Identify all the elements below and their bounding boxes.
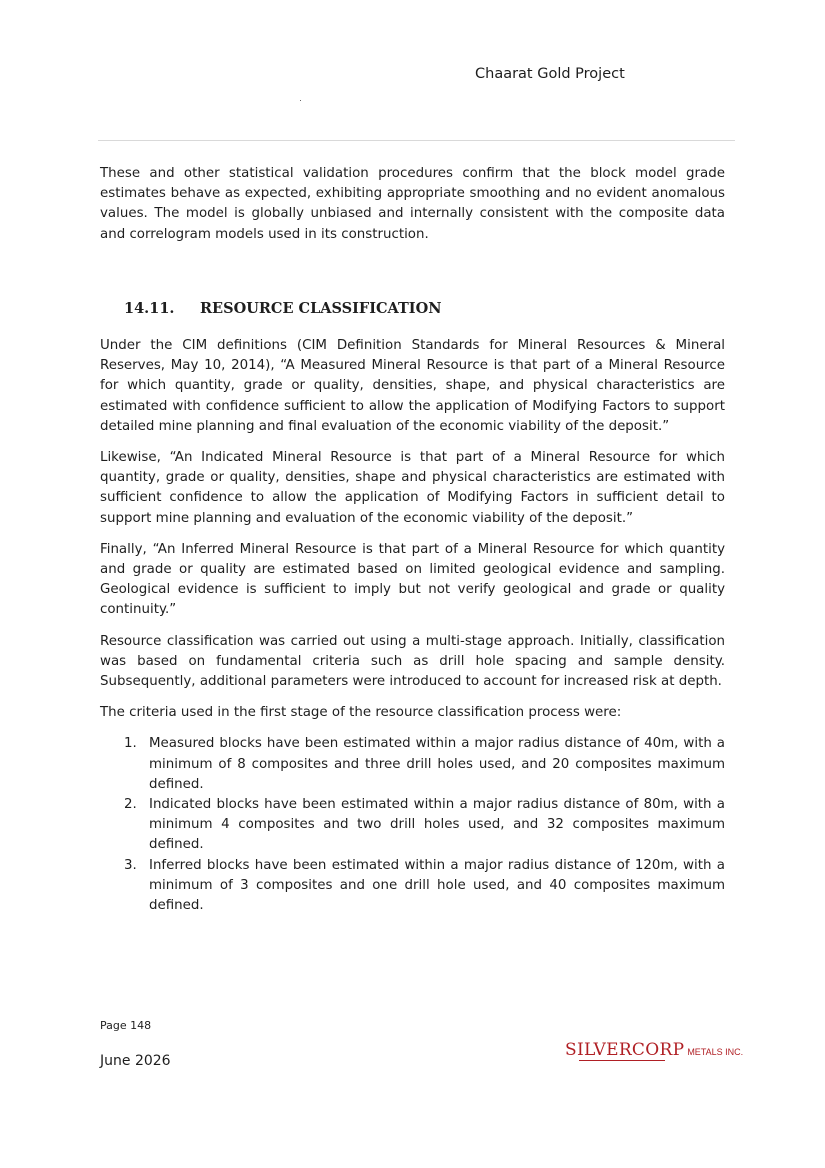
footer-page-number: Page 148 <box>100 1019 152 1032</box>
logo-subtitle: METALS INC. <box>687 1047 744 1057</box>
indicated-definition-paragraph: Likewise, “An Indicated Mineral Resource is that part of a Mineral Resource for which quantity, grade or quality, densities, shape and physical characteristics are estimated with sufficient confidence to allow the application of Modifying Factors in sufficient detail to support mine planning and evaluation of the economic viability of the deposit.” <box>100 450 725 526</box>
silvercorp-logo <box>565 1040 743 1060</box>
list-item <box>100 734 725 795</box>
section-heading <box>124 299 725 319</box>
list-item-text: Measured blocks have been estimated within a major radius distance of 40m, with a minimum of 8 composites and three drill holes used, and 20 composites maximum defined. <box>149 736 725 792</box>
list-item-text: Inferred blocks have been estimated within a major radius distance of 120m, with a minimum of 3 composites and one drill hole used, and 40 composites maximum defined. <box>149 857 725 914</box>
list-marker: 1. <box>124 736 137 752</box>
header-divider <box>98 140 735 141</box>
page-body <box>100 164 725 916</box>
list-marker: 2. <box>124 797 137 813</box>
intro-paragraph: These and other statistical validation procedures confirm that the block model grade estimates behave as expected, exhibiting appropriate smoothing and no evident anomalous values. The model is globally unbiased and internally consistent with the composite data and correlogram models used in its construction. <box>100 166 725 242</box>
list-item <box>100 795 725 856</box>
section-title: RESOURCE CLASSIFICATION <box>200 299 442 317</box>
logo-wordmark: SILVERCORP <box>565 1040 685 1060</box>
list-item-text: Indicated blocks have been estimated within a major radius distance of 80m, with a minimum 4 composites and two drill holes used, and 32 composites maximum defined. <box>149 797 725 853</box>
criteria-list <box>100 734 725 916</box>
footer-date: June 2026 <box>100 1053 171 1069</box>
cim-definition-paragraph: Under the CIM definitions (CIM Definition Standards for Mineral Resources & Mineral Reserves, May 10, 2014), “A Measured Mineral Resource is that part of a Mineral Resource for which quantity, grade or quality, densities, shape, and physical characteristics are estimated with confidence sufficient to allow the application of Modifying Factors to support detailed mine planning and final evaluation of the economic viability of the deposit.” <box>100 338 725 434</box>
section-number: 14.11. <box>124 299 175 317</box>
list-marker: 3. <box>124 857 137 873</box>
inferred-definition-paragraph: Finally, “An Inferred Mineral Resource is that part of a Mineral Resource for which quantity and grade or quality are estimated based on limited geological evidence and sampling. Geological evidence is sufficient to imply but not verify geological and grade or quality continuity.” <box>100 541 725 618</box>
logo-underline <box>579 1060 665 1061</box>
list-item <box>100 856 725 917</box>
criteria-intro-paragraph: The criteria used in the first stage of the resource classification process were: <box>100 705 622 721</box>
classification-approach-paragraph: Resource classification was carried out using a multi-stage approach. Initially, classification was based on fundamental criteria such as drill hole spacing and sample density. Subsequently, additional parameters were introduced to account for increased risk at depth. <box>100 633 725 690</box>
header-dot-mark <box>300 100 301 101</box>
document-header-title: Chaarat Gold Project <box>475 66 625 82</box>
